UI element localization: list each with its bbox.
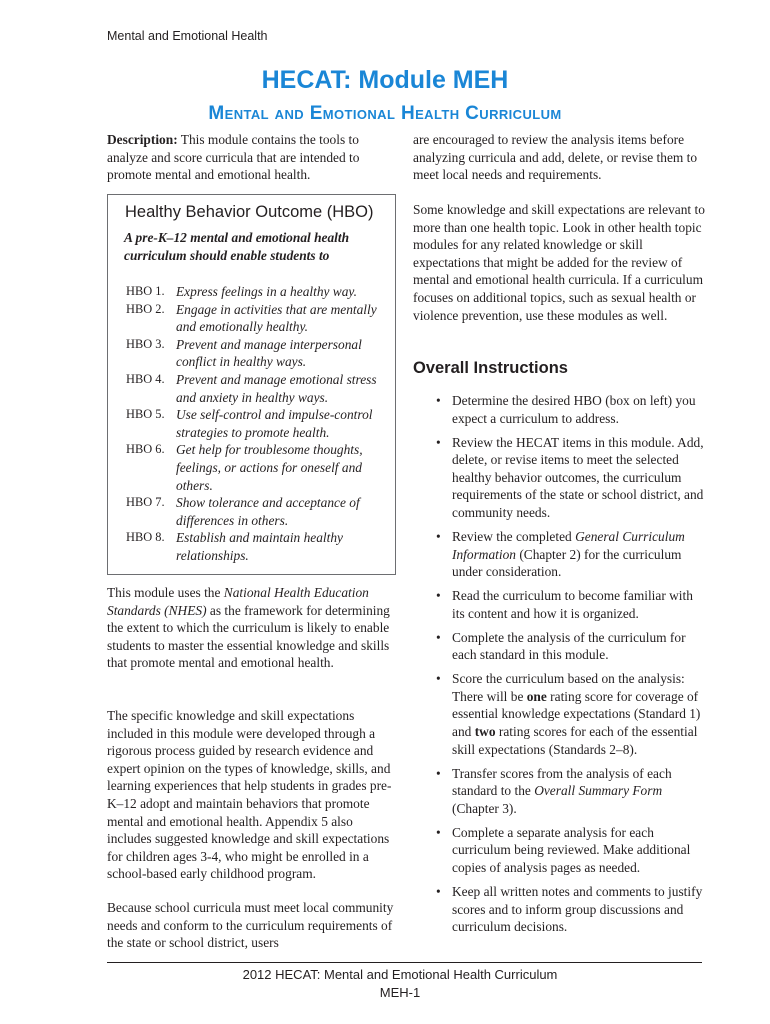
footer-divider xyxy=(107,962,702,963)
instruction-text: (Chapter 2) for the curriculum under consideration. xyxy=(452,546,682,580)
instruction-text: Complete a separate analysis for each curriculum being reviewed. Make additional copies of analysis pages as needed. xyxy=(452,824,691,875)
hbo-number: HBO 2. xyxy=(126,301,165,316)
hbo-list xyxy=(126,283,391,565)
hbo-number: HBO 5. xyxy=(126,407,165,422)
hbo-number: HBO 8. xyxy=(126,530,165,545)
hbo-text: Show tolerance and acceptance of differences in others. xyxy=(176,495,360,528)
instruction-text: Read the curriculum to become familiar with its content and how it is organized. xyxy=(452,588,693,621)
hbo-item xyxy=(126,301,391,336)
hbo-item xyxy=(126,529,391,564)
bullet: • xyxy=(436,528,441,544)
instruction-text: rating scores for each of the essential skill expectations (Standards 2–8). xyxy=(452,724,698,757)
list-item xyxy=(413,670,705,758)
framework-text-b: as the framework for determining the extent to which the curriculum is likely to enable students to master the essential knowledge and skills that promote mental and emotional health. xyxy=(107,602,390,671)
list-item xyxy=(413,528,705,581)
bullet: • xyxy=(436,765,441,781)
hbo-number: HBO 6. xyxy=(126,442,165,457)
bullet: • xyxy=(436,671,441,687)
instruction-text: Transfer scores from the analysis of each standard to the xyxy=(452,765,672,799)
instruction-text: Keep all written notes and comments to justify scores and to inform group discussions and curriculum decisions. xyxy=(452,883,703,935)
hbo-item xyxy=(126,406,391,441)
related-topics-text: Some knowledge and skill expectations are relevant to more than one health topic. Look in other health topic modules for any related knowledge or skill expectations that might be added for the review of mental and emotional health curricula. If a curriculum focuses on additional topics, such as sexual health or violence prevention, use these modules as well. xyxy=(413,202,705,323)
bullet: • xyxy=(436,629,441,645)
hbo-text: Engage in activities that are mentally and emotionally healthy. xyxy=(176,301,377,335)
framework-text-a: This module uses the xyxy=(107,585,224,600)
running-head: Mental and Emotional Health xyxy=(107,29,268,43)
instruction-bold: two xyxy=(474,724,496,740)
expectations-paragraph xyxy=(107,707,397,883)
hbo-text: Express feelings in a healthy way. xyxy=(176,284,357,299)
hbo-number: HBO 3. xyxy=(126,336,165,351)
bullet: • xyxy=(436,824,441,840)
instruction-text: Review the HECAT items in this module. Add, delete, or revise items to meet the selected healthy behavior outcomes, the curriculum requirements of the state or school district, and community needs. xyxy=(452,434,704,520)
hbo-text: Get help for troublesome thoughts, feelings, or actions for oneself and others. xyxy=(176,442,363,493)
instruction-text: rating score for coverage of essential knowledge expectations (Standard 1) and xyxy=(452,688,701,740)
curricula-text: Because school curricula must meet local community needs and conform to the curriculum requirements of the state or school district, users xyxy=(107,900,394,951)
instructions-heading: Overall Instructions xyxy=(413,359,568,377)
instruction-text: Score the curriculum based on the analysis: There will be xyxy=(452,671,685,704)
hbo-number: HBO 7. xyxy=(126,495,165,510)
review-paragraph xyxy=(413,131,705,184)
hbo-item xyxy=(126,441,391,494)
instruction-text: Complete the analysis of the curriculum for each standard in this module. xyxy=(452,629,686,663)
hbo-box xyxy=(107,194,396,575)
bullet: • xyxy=(436,393,441,408)
list-item xyxy=(413,587,705,622)
instruction-italic: Overall Summary Form xyxy=(534,783,663,799)
hbo-item xyxy=(126,371,391,406)
hbo-item xyxy=(126,494,391,529)
hbo-box-title: Healthy Behavior Outcome (HBO) xyxy=(125,203,374,221)
instruction-text: (Chapter 3). xyxy=(452,800,517,816)
hbo-text: Use self-control and impulse-control strategies to promote health. xyxy=(176,407,373,440)
list-item xyxy=(413,434,705,522)
hbo-number: HBO 4. xyxy=(126,371,165,386)
instruction-text: Determine the desired HBO (box on left) you expect a curriculum to address. xyxy=(452,393,696,426)
list-item xyxy=(413,392,705,427)
hbo-text: Prevent and manage emotional stress and anxiety in healthy ways. xyxy=(176,371,377,405)
framework-paragraph xyxy=(107,584,397,672)
hbo-box-intro: A pre-K–12 mental and emotional health curriculum should enable students to xyxy=(124,230,350,263)
nhes-reference: National Health Education Standards (NHES) xyxy=(107,585,369,618)
curricula-paragraph xyxy=(107,899,397,952)
description-paragraph xyxy=(107,131,397,184)
hbo-item xyxy=(126,336,391,371)
description-text: This module contains the tools to analyze and score curricula that are intended to promote mental and emotional health. xyxy=(107,132,360,183)
list-item xyxy=(413,824,705,877)
expectations-text: The specific knowledge and skill expectations included in this module were developed through a rigorous process guided by research evidence and expert opinion on the types of knowledge, skills, and learning experiences that help students in grades pre-K–12 adopt and maintain behaviors that promote mental and emotional health. Appendix 5 also includes suggested knowledge and skill expectations for children ages 3-4, who might be enrolled in a school-based early childhood program. xyxy=(107,708,392,882)
instructions-list xyxy=(413,392,705,942)
bullet: • xyxy=(436,588,441,604)
page-title: HECAT: Module MEH xyxy=(261,66,509,94)
instruction-italic: General Curriculum Information xyxy=(452,528,685,562)
related-topics-paragraph xyxy=(413,201,705,324)
page-number: MEH-1 xyxy=(379,985,421,1000)
instruction-text: Review the completed xyxy=(452,528,576,544)
hbo-text: Establish and maintain healthy relationships. xyxy=(176,530,344,563)
review-text: are encouraged to review the analysis items before analyzing curricula and add, delete, or revise them to meet local needs and requirements. xyxy=(413,132,698,183)
footer-title: 2012 HECAT: Mental and Emotional Health Curriculum xyxy=(242,967,558,982)
page-subtitle: Mental and Emotional Health Curriculum xyxy=(208,103,562,124)
hbo-item xyxy=(126,283,391,301)
bullet: • xyxy=(436,883,441,899)
list-item xyxy=(413,629,705,664)
bullet: • xyxy=(436,434,441,450)
hbo-number: HBO 1. xyxy=(126,284,165,298)
instruction-bold: one xyxy=(526,688,547,704)
description-label: Description: xyxy=(107,132,178,147)
list-item xyxy=(413,765,705,818)
hbo-text: Prevent and manage interpersonal conflict in healthy ways. xyxy=(176,336,362,370)
list-item xyxy=(413,883,705,936)
